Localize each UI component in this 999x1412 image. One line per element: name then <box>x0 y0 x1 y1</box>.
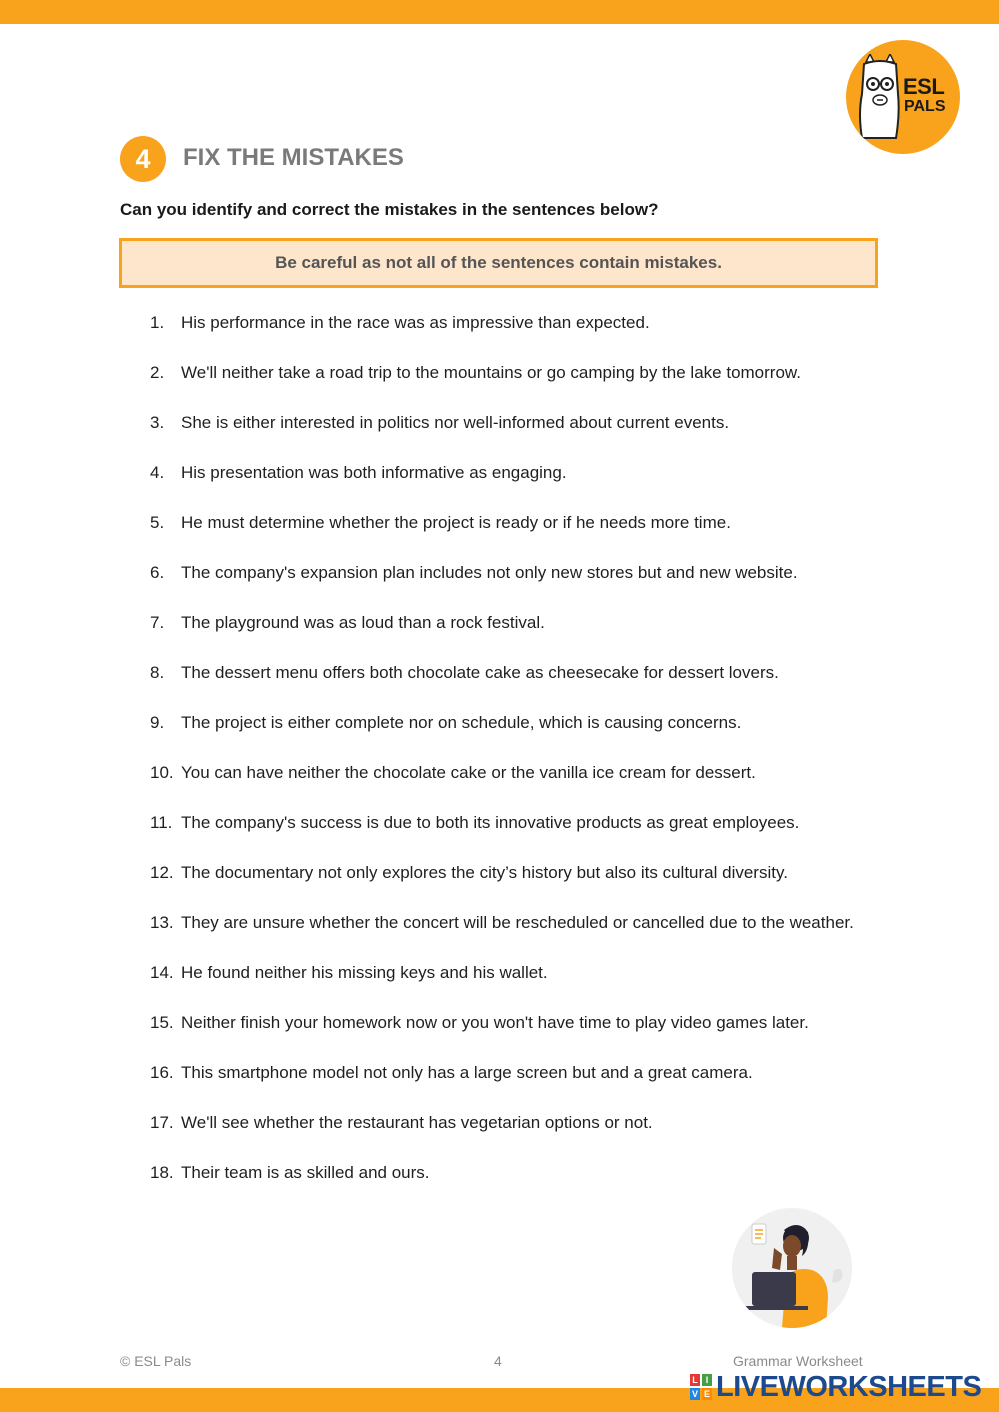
sentence-number: 9. <box>150 713 165 732</box>
section-title: FIX THE MISTAKES <box>183 144 404 171</box>
llama-icon <box>856 54 908 140</box>
sentence-item <box>150 711 890 734</box>
section-number-badge: 4 <box>120 136 166 182</box>
sentence-item <box>150 861 890 884</box>
block-letter-l: L <box>690 1374 700 1386</box>
sentence-text: The dessert menu offers both chocolate cake as cheesecake for dessert lovers. <box>181 663 779 682</box>
sentence-item <box>150 1111 890 1134</box>
sentence-number: 1. <box>150 313 165 332</box>
footer-copyright: © ESL Pals <box>120 1353 192 1369</box>
sentence-text: This smartphone model not only has a large screen but and a great camera. <box>181 1063 753 1082</box>
sentence-number: 7. <box>150 613 165 632</box>
liveworksheets-blocks-icon <box>690 1374 712 1400</box>
sentence-text: He must determine whether the project is ready or if he needs more time. <box>181 513 731 532</box>
sentence-item <box>150 1061 890 1084</box>
sentence-number: 5. <box>150 513 165 532</box>
sentence-item <box>150 361 890 384</box>
sentence-text: He found neither his missing keys and his wallet. <box>181 963 548 982</box>
sentence-text: She is either interested in politics nor well-informed about current events. <box>181 413 730 432</box>
sentence-item <box>150 411 890 434</box>
sentence-number: 14. <box>150 963 174 982</box>
woman-laptop-icon <box>732 1208 852 1328</box>
sentence-item <box>150 811 890 834</box>
sentence-item <box>150 611 890 634</box>
sentence-text: Neither finish your homework now or you won't have time to play video games later. <box>181 1013 809 1032</box>
sentence-text: His presentation was both informative as engaging. <box>181 463 567 482</box>
liveworksheets-watermark <box>690 1372 981 1402</box>
note-box <box>119 238 878 288</box>
sentence-number: 11. <box>150 813 173 832</box>
sentence-item <box>150 311 890 334</box>
sentence-number: 17. <box>150 1113 174 1132</box>
sentence-text: His performance in the race was as impressive than expected. <box>181 313 650 332</box>
sentence-item <box>150 461 890 484</box>
footer-doc-type: Grammar Worksheet <box>733 1353 863 1369</box>
sentence-list <box>150 311 890 1211</box>
sentence-item <box>150 911 890 934</box>
sentence-item <box>150 961 890 984</box>
sentence-number: 12. <box>150 863 174 882</box>
sentence-text: The playground was as loud than a rock festival. <box>181 613 545 632</box>
sentence-text: Their team is as skilled and ours. <box>181 1163 430 1182</box>
logo-text-esl: ESL <box>903 74 945 99</box>
block-letter-i: I <box>702 1374 712 1386</box>
sentence-number: 8. <box>150 663 165 682</box>
sentence-text: We'll see whether the restaurant has vegetarian options or not. <box>181 1113 653 1132</box>
sentence-text: The company's success is due to both its innovative products as great employees. <box>181 813 800 832</box>
sentence-text: We'll neither take a road trip to the mountains or go camping by the lake tomorrow. <box>181 363 801 382</box>
note-text: Be careful as not all of the sentences contain mistakes. <box>275 253 722 272</box>
sentence-text: You can have neither the chocolate cake or the vanilla ice cream for dessert. <box>181 763 756 782</box>
woman-laptop-illustration <box>732 1208 852 1328</box>
sentence-number: 2. <box>150 363 165 382</box>
block-letter-v: V <box>691 1389 698 1399</box>
sentence-item <box>150 1161 890 1184</box>
sentence-number: 15. <box>150 1013 174 1032</box>
logo-text-pals: PALS <box>904 98 946 115</box>
sentence-number: 13. <box>150 913 174 932</box>
sentence-number: 3. <box>150 413 165 432</box>
top-accent-bar <box>0 0 999 24</box>
esl-pals-logo <box>846 40 960 154</box>
sentence-text: They are unsure whether the concert will be rescheduled or cancelled due to the weather. <box>181 913 854 932</box>
sentence-text: The company's expansion plan includes not only new stores but and new website. <box>181 563 798 582</box>
sentence-text: The documentary not only explores the city’s history but also its cultural diversity. <box>181 863 788 882</box>
sentence-item <box>150 561 890 584</box>
sentence-number: 6. <box>150 563 165 582</box>
sentence-number: 18. <box>150 1163 174 1182</box>
sentence-item <box>150 1011 890 1034</box>
sentence-number: 10. <box>150 763 174 782</box>
sentence-item <box>150 511 890 534</box>
sentence-number: 16. <box>150 1063 174 1082</box>
block-letter-e: E <box>703 1389 710 1399</box>
sentence-item <box>150 761 890 784</box>
liveworksheets-text: LIVEWORKSHEETS <box>716 1370 982 1403</box>
sentence-text: The project is either complete nor on schedule, which is causing concerns. <box>181 713 742 732</box>
sentence-number: 4. <box>150 463 165 482</box>
instruction-text: Can you identify and correct the mistakes in the sentences below? <box>120 200 659 219</box>
footer-page-number: 4 <box>494 1353 502 1369</box>
sentence-item <box>150 661 890 684</box>
